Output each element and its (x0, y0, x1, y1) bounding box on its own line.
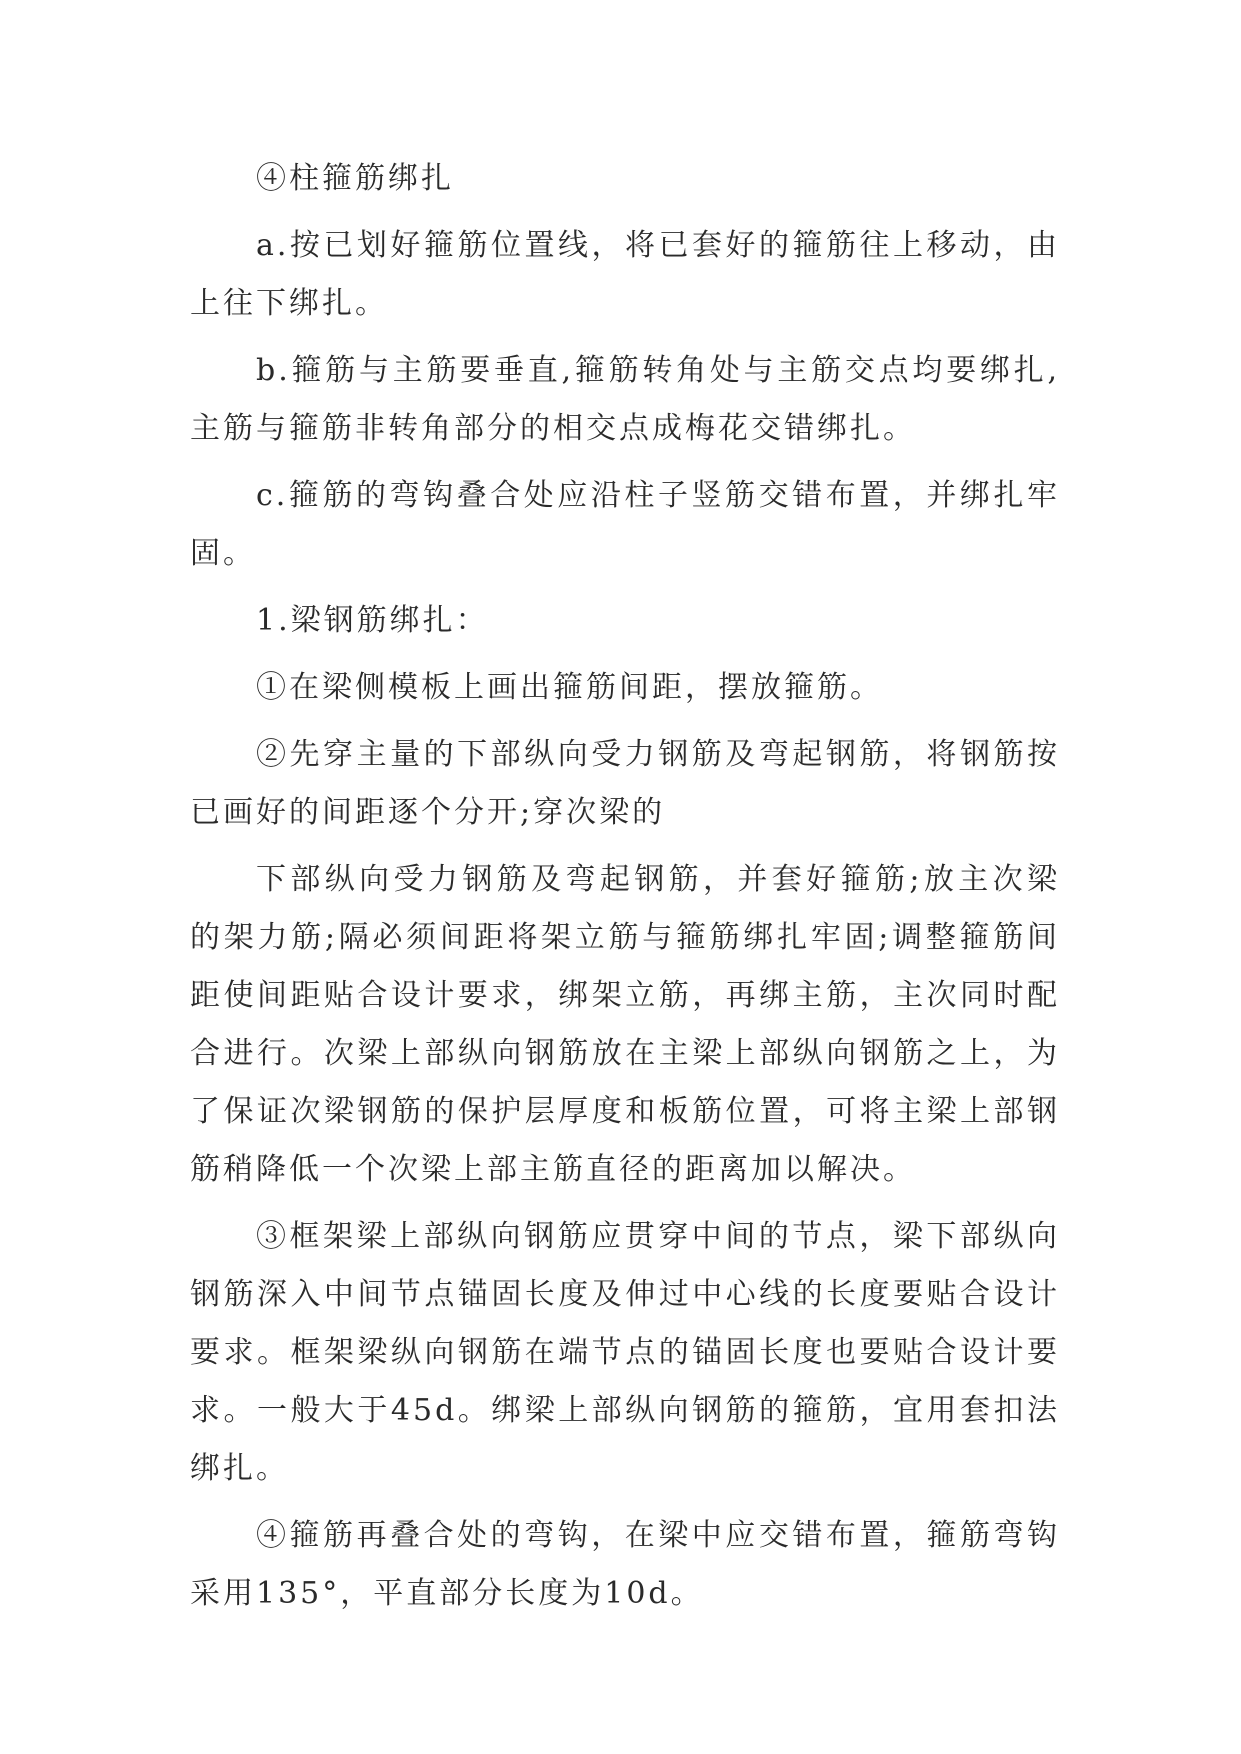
heading-column-stirrup-binding: ④柱箍筋绑扎 (256, 161, 454, 196)
paragraph-item-b: b.箍筋与主筋要垂直,箍筋转角处与主筋交点均要绑扎,主筋与箍筋非转角部分的相交点成梅花交错绑扎。 (190, 353, 1060, 446)
paragraph-step-3: ③框架梁上部纵向钢筋应贯穿中间的节点，梁下部纵向钢筋深入中间节点锚固长度及伸过中心线的长度要贴合设计要求。框架梁纵向钢筋在端节点的锚固长度也要贴合设计要求。一般大于45d。绑梁上部纵向钢筋的箍筋，宜用套扣法绑扎。 (190, 1219, 1060, 1486)
heading-beam-rebar-binding: 1.梁钢筋绑扎： (256, 603, 489, 638)
paragraph-step-2-continued: 下部纵向受力钢筋及弯起钢筋，并套好箍筋;放主次梁的架力筋;隔必须间距将架立筋与箍筋绑扎牢固;调整箍筋间距使间距贴合设计要求，绑架立筋，再绑主筋，主次同时配合进行。次梁上部纵向钢筋放在主梁上部纵向钢筋之上，为了保证次梁钢筋的保护层厚度和板筋位置，可将主梁上部钢筋稍降低一个次梁上部主筋直径的距离加以解决。 (190, 862, 1060, 1187)
paragraph-item-c: c.箍筋的弯钩叠合处应沿柱子竖筋交错布置，并绑扎牢固。 (190, 478, 1060, 571)
paragraph-item-a: a.按已划好箍筋位置线，将已套好的箍筋往上移动，由上往下绑扎。 (190, 228, 1060, 321)
document-page (190, 150, 1060, 1632)
paragraph-step-4: ④箍筋再叠合处的弯钩，在梁中应交错布置，箍筋弯钩采用135°，平直部分长度为10d。 (190, 1518, 1060, 1611)
paragraph-step-2: ②先穿主量的下部纵向受力钢筋及弯起钢筋，将钢筋按已画好的间距逐个分开;穿次梁的 (190, 737, 1060, 830)
paragraph-step-1: ①在梁侧模板上画出箍筋间距，摆放箍筋。 (256, 670, 883, 705)
